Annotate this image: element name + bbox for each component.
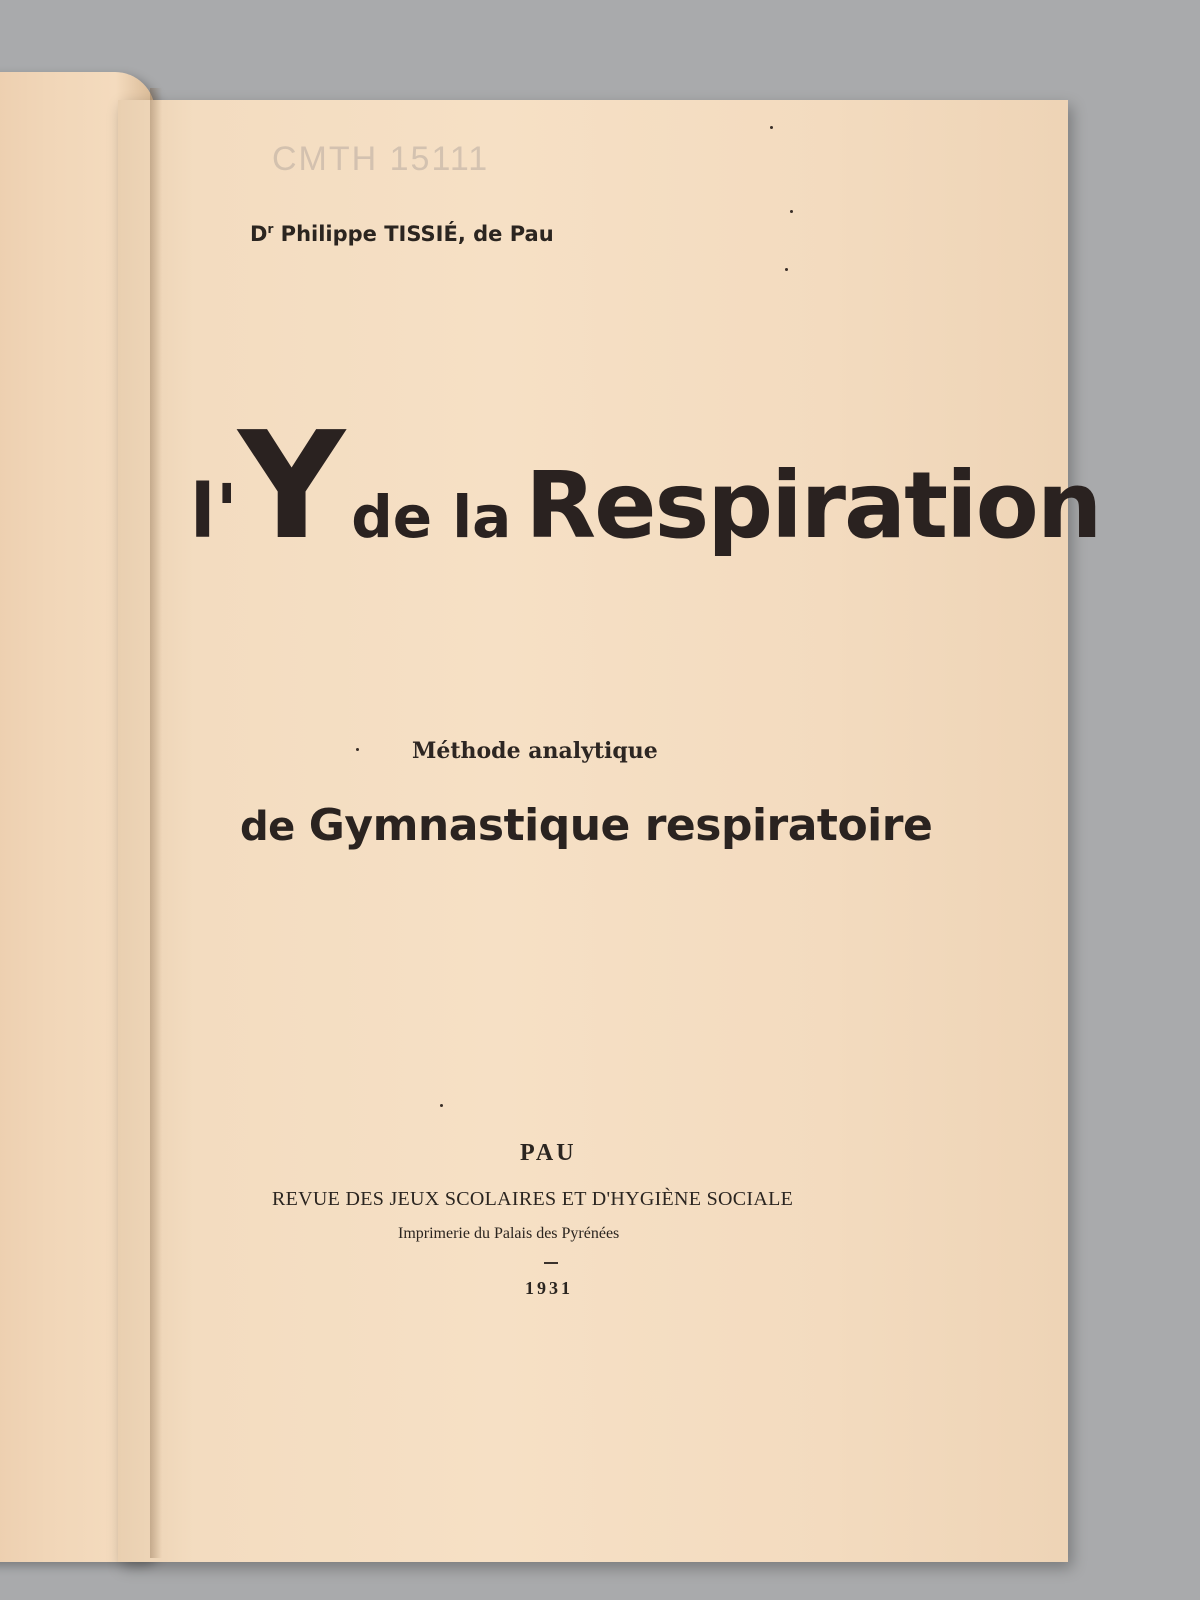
- imprint-dash: [544, 1262, 558, 1264]
- imprint-year: 1931: [525, 1278, 573, 1298]
- paper-speck: [440, 1104, 443, 1107]
- imprint-publisher: REVUE DES JEUX SCOLAIRES ET D'HYGIÈNE SOCIALE: [272, 1188, 794, 1210]
- author-prefix: D: [250, 222, 268, 246]
- title-de-la: de la: [351, 483, 512, 551]
- library-stamp: CMTH 15111: [272, 140, 490, 178]
- subtitle-main: Gymnastique respiratoire: [308, 800, 933, 851]
- book-title: [190, 400, 1101, 572]
- paper-speck: [356, 748, 359, 751]
- paper-speck: [785, 268, 788, 271]
- subtitle-de: de: [240, 804, 295, 850]
- title-y-letter: Y: [238, 400, 346, 572]
- imprint-printer: Imprimerie du Palais des Pyrénées: [398, 1225, 620, 1242]
- paper-speck: [770, 126, 773, 129]
- author-name: Philippe TISSIÉ, de Pau: [280, 222, 554, 246]
- imprint-city: PAU: [520, 1140, 577, 1166]
- subtitle-line-2: [240, 800, 932, 851]
- title-article: l': [190, 469, 239, 555]
- paper-speck: [790, 210, 793, 213]
- title-respiration: Respiration: [525, 452, 1101, 559]
- subtitle-line-1: Méthode analytique: [412, 738, 658, 764]
- author-line: [250, 222, 554, 246]
- author-prefix-sup: r: [267, 222, 274, 236]
- page-gutter-shadow: [150, 88, 162, 1558]
